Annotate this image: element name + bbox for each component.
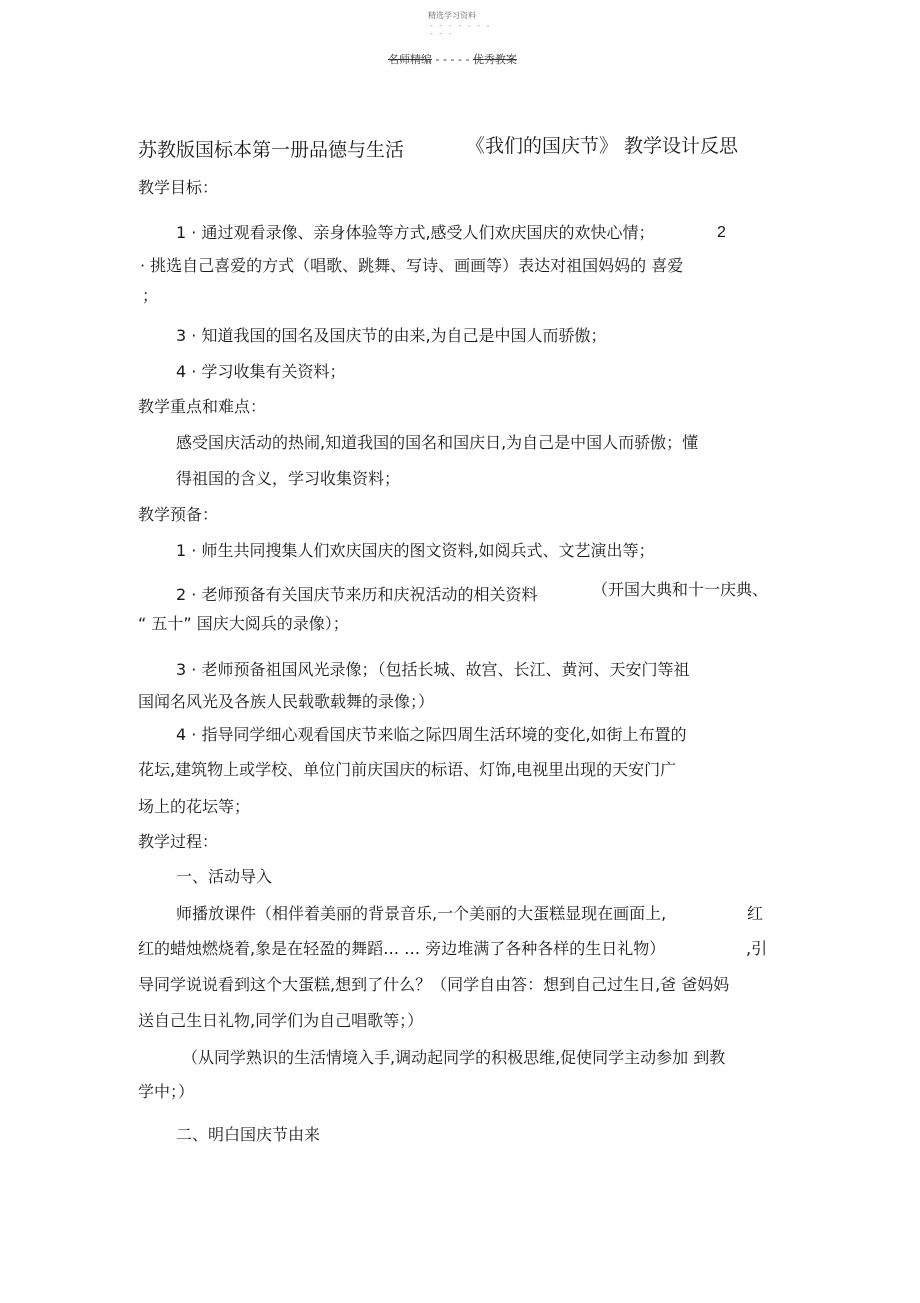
objective-item-2: · 挑选自己喜爱的方式（唱歌、跳舞、写诗、画画等）表达对祖国妈妈的 喜爱 [140, 256, 684, 275]
objective-item-3: 3 · 知道我国的国名及国庆节的由来,为自己是中国人而骄傲； [176, 326, 607, 345]
step-1-heading: 一、活动导入 [176, 867, 273, 886]
document-title-left: 苏教版国标本第一册品德与生活 [138, 139, 405, 161]
preparation-item-2: 2 · 老师预备有关国庆节来历和庆祝活动的相关资料 [176, 585, 538, 604]
section-heading-process: 教学过程： [138, 832, 219, 851]
header-watermark-label: 精选学习资料 [428, 11, 476, 20]
header-dash-row: - - - [430, 29, 454, 38]
step-1-paragraph-line: 师播放课件（相伴着美丽的背景音乐,一个美丽的大蛋糕显现在画面上, [176, 904, 667, 923]
step-1-note-line: 学中；） [138, 1082, 195, 1101]
step-1-note-line: （从同学熟识的生活情境入手,调动起同学的积极思维,促使同学主动参加 到教 [182, 1048, 726, 1067]
header-dash-row: - - - - - - - [430, 21, 492, 30]
section-heading-keypoints: 教学重点和难点： [138, 397, 267, 416]
header-banner [388, 51, 517, 67]
step-2-heading: 二、明白国庆节由来 [176, 1125, 321, 1144]
preparation-item-4-end: 场上的花坛等； [138, 797, 251, 816]
section-heading-preparation: 教学预备： [138, 505, 219, 524]
preparation-item-2-note: （开国大典和十一庆典、 [592, 580, 769, 599]
step-1-paragraph-line-end: 红 [747, 904, 764, 923]
preparation-item-3: 3 · 老师预备祖国风光录像；（包括长城、故宫、长江、黄河、天安门等祖 [176, 660, 690, 679]
keypoints-line-2: 得祖国的含义，学习收集资料； [176, 469, 401, 488]
preparation-item-4: 4 · 指导同学细心观看国庆节来临之际四周生活环境的变化,如街上布置的 [176, 725, 687, 744]
preparation-item-4-cont: 花坛,建筑物上或学校、单位门前庆国庆的标语、灯饰,电视里出现的天安门广 [138, 760, 677, 779]
objective-item-4: 4 · 学习收集有关资料； [176, 362, 346, 381]
objective-item-1: 1 · 通过观看录像、亲身体验等方式,感受人们欢庆国庆的欢快心情； [176, 223, 655, 242]
step-1-paragraph-line-end: ,引 [746, 939, 768, 958]
objective-item-2-number: 2 [717, 224, 726, 241]
preparation-item-1: 1 · 师生共同搜集人们欢庆国庆的图文资料,如阅兵式、文艺演出等； [176, 541, 655, 560]
section-heading-objectives: 教学目标： [138, 178, 219, 197]
preparation-item-2-cont: “ 五十” 国庆大阅兵的录像）； [138, 614, 349, 633]
step-1-paragraph-line: 导同学说说看到这个大蛋糕,想到了什么？（同学自由答：想到自己过生日,爸 爸妈妈 [138, 975, 730, 994]
document-title-right: 《我们的国庆节》 教学设计反思 [466, 135, 739, 157]
header-banner-right: 优秀教案 [472, 53, 517, 66]
header-banner-dashes: - - - - - [435, 53, 470, 66]
preparation-item-3-cont: 国闻名风光及各族人民载歌载舞的录像；） [138, 692, 435, 711]
keypoints-line-1: 感受国庆活动的热闹,知道我国的国名和国庆日,为自己是中国人而骄傲；懂 [176, 433, 699, 452]
objective-item-2-end: ； [142, 286, 159, 305]
step-1-paragraph-line: 送自己生日礼物,同学们为自己唱歌等；） [138, 1011, 424, 1030]
step-1-paragraph-line: 红的蜡烛燃烧着,象是在轻盈的舞蹈… … 旁边堆满了各种各样的生日礼物） [138, 939, 666, 958]
header-banner-left: 名师精编 [388, 53, 432, 66]
